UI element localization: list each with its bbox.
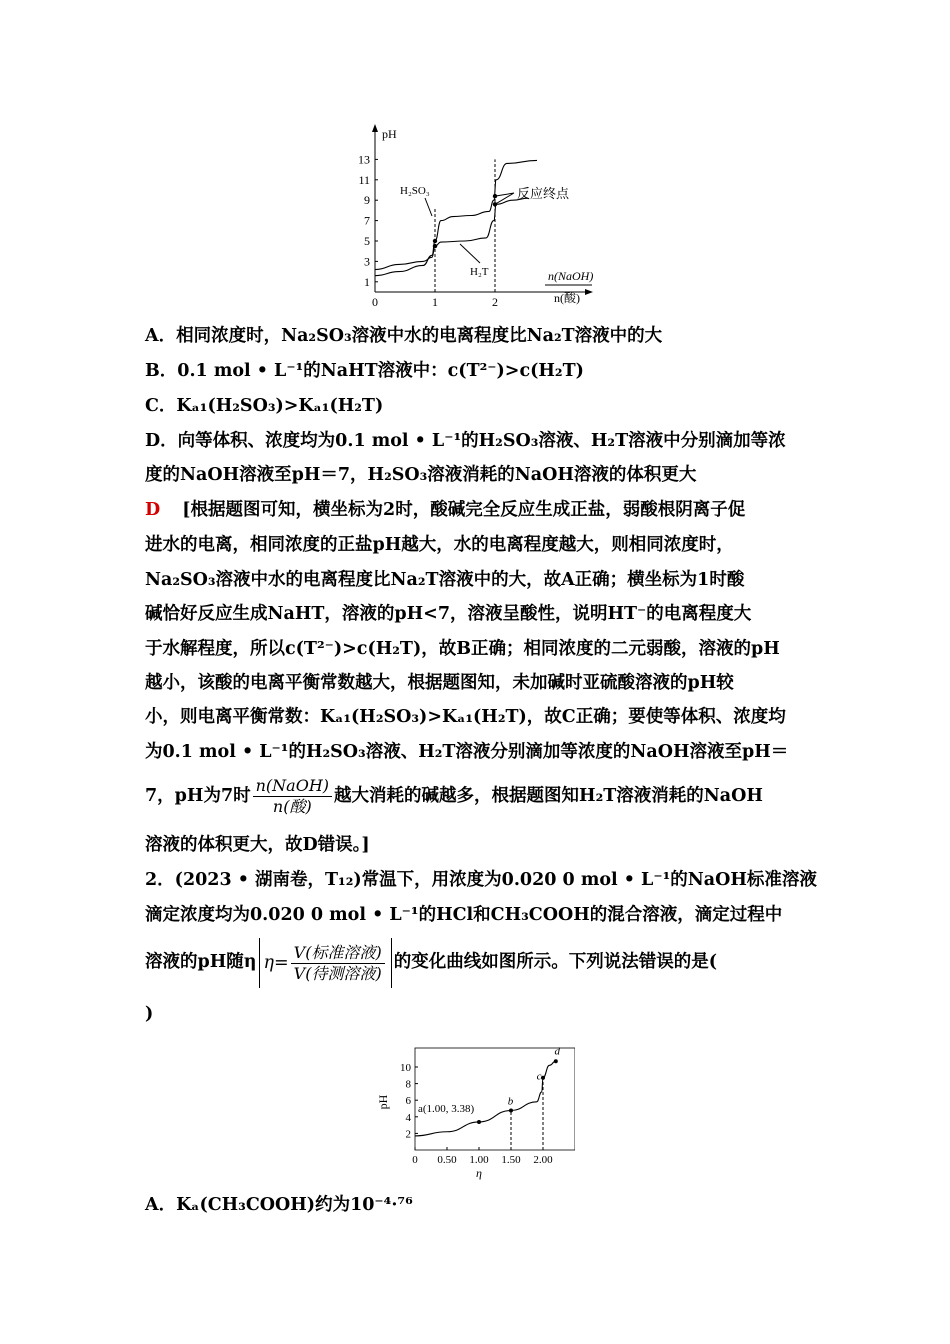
eta-denominator: V(待测溶液) bbox=[293, 963, 382, 983]
label-h2t: H₂T bbox=[470, 266, 489, 278]
y-tick-label: 1 bbox=[364, 274, 370, 289]
q2-text-3b: 的变化曲线如图所示。下列说法错误的是( bbox=[393, 952, 717, 972]
pointer-h2so3 bbox=[425, 198, 432, 216]
marker-dot bbox=[433, 239, 437, 243]
answer-line-7: 小，则电离平衡常数：Kₐ₁(H₂SO₃)>Kₐ₁(H₂T)，故C正确；要使等体积、浓度均 bbox=[145, 707, 786, 727]
x-axis-arrow bbox=[585, 289, 593, 295]
fraction-numerator: n(NaOH) bbox=[253, 776, 332, 797]
marker-dot bbox=[433, 244, 437, 248]
q2-line-4: ) bbox=[145, 1004, 154, 1024]
y-tick-label: 5 bbox=[364, 234, 370, 248]
q2-text-3a: 溶液的pH随η bbox=[145, 952, 257, 972]
y-tick-label: 2 bbox=[405, 1128, 411, 1141]
label-a: a(1.00, 3.38) bbox=[418, 1102, 475, 1115]
eta-symbol: η= bbox=[263, 952, 289, 973]
x-tick-label: 0 bbox=[372, 295, 378, 309]
point-dot bbox=[554, 1059, 558, 1063]
option-b: B．0.1 mol • L⁻¹的NaHT溶液中：c(T²⁻)>c(H₂T) bbox=[145, 361, 584, 381]
answer-letter: D bbox=[145, 500, 161, 520]
answer-line-9 bbox=[145, 772, 763, 820]
ratio-fraction bbox=[253, 776, 332, 817]
point-dot bbox=[509, 1108, 513, 1112]
y-tick-label: 7 bbox=[364, 213, 370, 228]
label-d: d bbox=[554, 1045, 561, 1058]
x-tick-label: 1 bbox=[432, 295, 438, 309]
answer-line-6: 越小，该酸的电离平衡常数越大，根据题图知，未加碱时亚硫酸溶液的pH较 bbox=[145, 673, 734, 693]
y-axis-arrow bbox=[372, 124, 378, 132]
x-tick-label: 2.00 bbox=[533, 1154, 553, 1166]
option-d-line1: D．向等体积、浓度均为0.1 mol • L⁻¹的H₂SO₃溶液、H₂T溶液中分别滴加等浓 bbox=[145, 431, 786, 451]
y-tick-label: 6 bbox=[405, 1095, 411, 1108]
option-d-line2: 度的NaOH溶液至pH＝7，H₂SO₃溶液消耗的NaOH溶液的体积更大 bbox=[145, 465, 697, 485]
answer-line-3: Na₂SO₃溶液中水的电离程度比Na₂T溶液中的大，故A正确；横坐标为1时酸 bbox=[145, 570, 745, 590]
y-tick-label: 3 bbox=[364, 254, 370, 269]
q2-line-2: 滴定浓度均为0.020 0 mol • L⁻¹的HCl和CH₃COOH的混合溶液，滴定过程中 bbox=[145, 905, 783, 925]
option-a: A．相同浓度时，Na₂SO₃溶液中水的电离程度比Na₂T溶液中的大 bbox=[145, 326, 663, 346]
series-H2SO3 bbox=[375, 160, 537, 275]
x-axis-label: η bbox=[476, 1166, 482, 1180]
x-label-den: n(酸) bbox=[554, 291, 580, 305]
series-H2T bbox=[375, 198, 528, 269]
y-axis-label: pH bbox=[376, 1094, 390, 1110]
x-tick-label: 1.00 bbox=[469, 1154, 489, 1166]
point-dot bbox=[541, 1076, 545, 1080]
pointer-h2t bbox=[460, 244, 480, 263]
label-endpoint: 反应终点 bbox=[517, 186, 570, 201]
answer-text-9a: 7，pH为7时 bbox=[145, 786, 251, 806]
answer-line-1 bbox=[145, 498, 745, 522]
titration-chart-2 bbox=[375, 1040, 575, 1185]
label-h2so3: H₂SO₃ bbox=[400, 185, 430, 197]
answer-text-9b: 越大消耗的碱越多，根据题图知H₂T溶液消耗的NaOH bbox=[334, 786, 763, 806]
y-tick-label: 10 bbox=[400, 1062, 411, 1074]
q2-option-a: A．Kₐ(CH₃COOH)约为10⁻⁴·⁷⁶ bbox=[145, 1195, 413, 1215]
x-tick-label: 1.50 bbox=[501, 1154, 521, 1166]
y-tick-label: 13 bbox=[358, 152, 370, 167]
answer-line-10: 溶液的体积更大，故D错误。] bbox=[145, 835, 370, 855]
answer-text-1: [根据题图可知，横坐标为2时，酸碱完全反应生成正盐，弱酸根阴离子促 bbox=[182, 500, 746, 520]
answer-line-4: 碱恰好反应生成NaHT，溶液的pH<7，溶液呈酸性，说明HT⁻的电离程度大 bbox=[145, 604, 752, 624]
label-b: b bbox=[507, 1095, 514, 1108]
q2-line-1: 2．(2023 • 湖南卷，T₁₂)常温下，用浓度为0.020 0 mol • L⁻¹的NaOH标准溶液 bbox=[145, 870, 817, 890]
y-tick-label: 11 bbox=[358, 172, 370, 187]
x-tick-label: 0 bbox=[412, 1154, 418, 1166]
plot-frame bbox=[415, 1045, 575, 1150]
eta-definition bbox=[259, 938, 392, 988]
answer-line-2: 进水的电离，相同浓度的正盐pH越大，水的电离程度越大，则相同浓度时， bbox=[145, 535, 734, 555]
eta-numerator: V(标准溶液) bbox=[291, 943, 385, 964]
answer-line-5: 于水解程度，所以c(T²⁻)>c(H₂T)，故B正确；相同浓度的二元弱酸，溶液的pH bbox=[145, 639, 780, 659]
titration-curve bbox=[415, 1061, 556, 1136]
label-c: c bbox=[536, 1070, 542, 1083]
option-c: C．Kₐ₁(H₂SO₃)>Kₐ₁(H₂T) bbox=[145, 396, 384, 416]
y-tick-label: 4 bbox=[405, 1111, 411, 1124]
y-tick-label: 8 bbox=[405, 1078, 411, 1091]
fraction-denominator: n(酸) bbox=[272, 797, 312, 816]
eta-fraction bbox=[291, 943, 385, 984]
x-tick-label: 0.50 bbox=[437, 1154, 457, 1166]
y-tick-label: 9 bbox=[364, 193, 370, 208]
answer-line-8: 为0.1 mol • L⁻¹的H₂SO₃溶液、H₂T溶液分别滴加等浓度的NaOH溶液至pH＝ bbox=[145, 742, 789, 762]
point-dot bbox=[477, 1120, 481, 1124]
x-tick-label: 2 bbox=[492, 295, 498, 309]
titration-chart-1 bbox=[340, 120, 610, 315]
q2-line-3 bbox=[145, 937, 717, 988]
x-label-num: n(NaOH) bbox=[548, 269, 594, 283]
y-axis-label: pH bbox=[382, 127, 397, 141]
